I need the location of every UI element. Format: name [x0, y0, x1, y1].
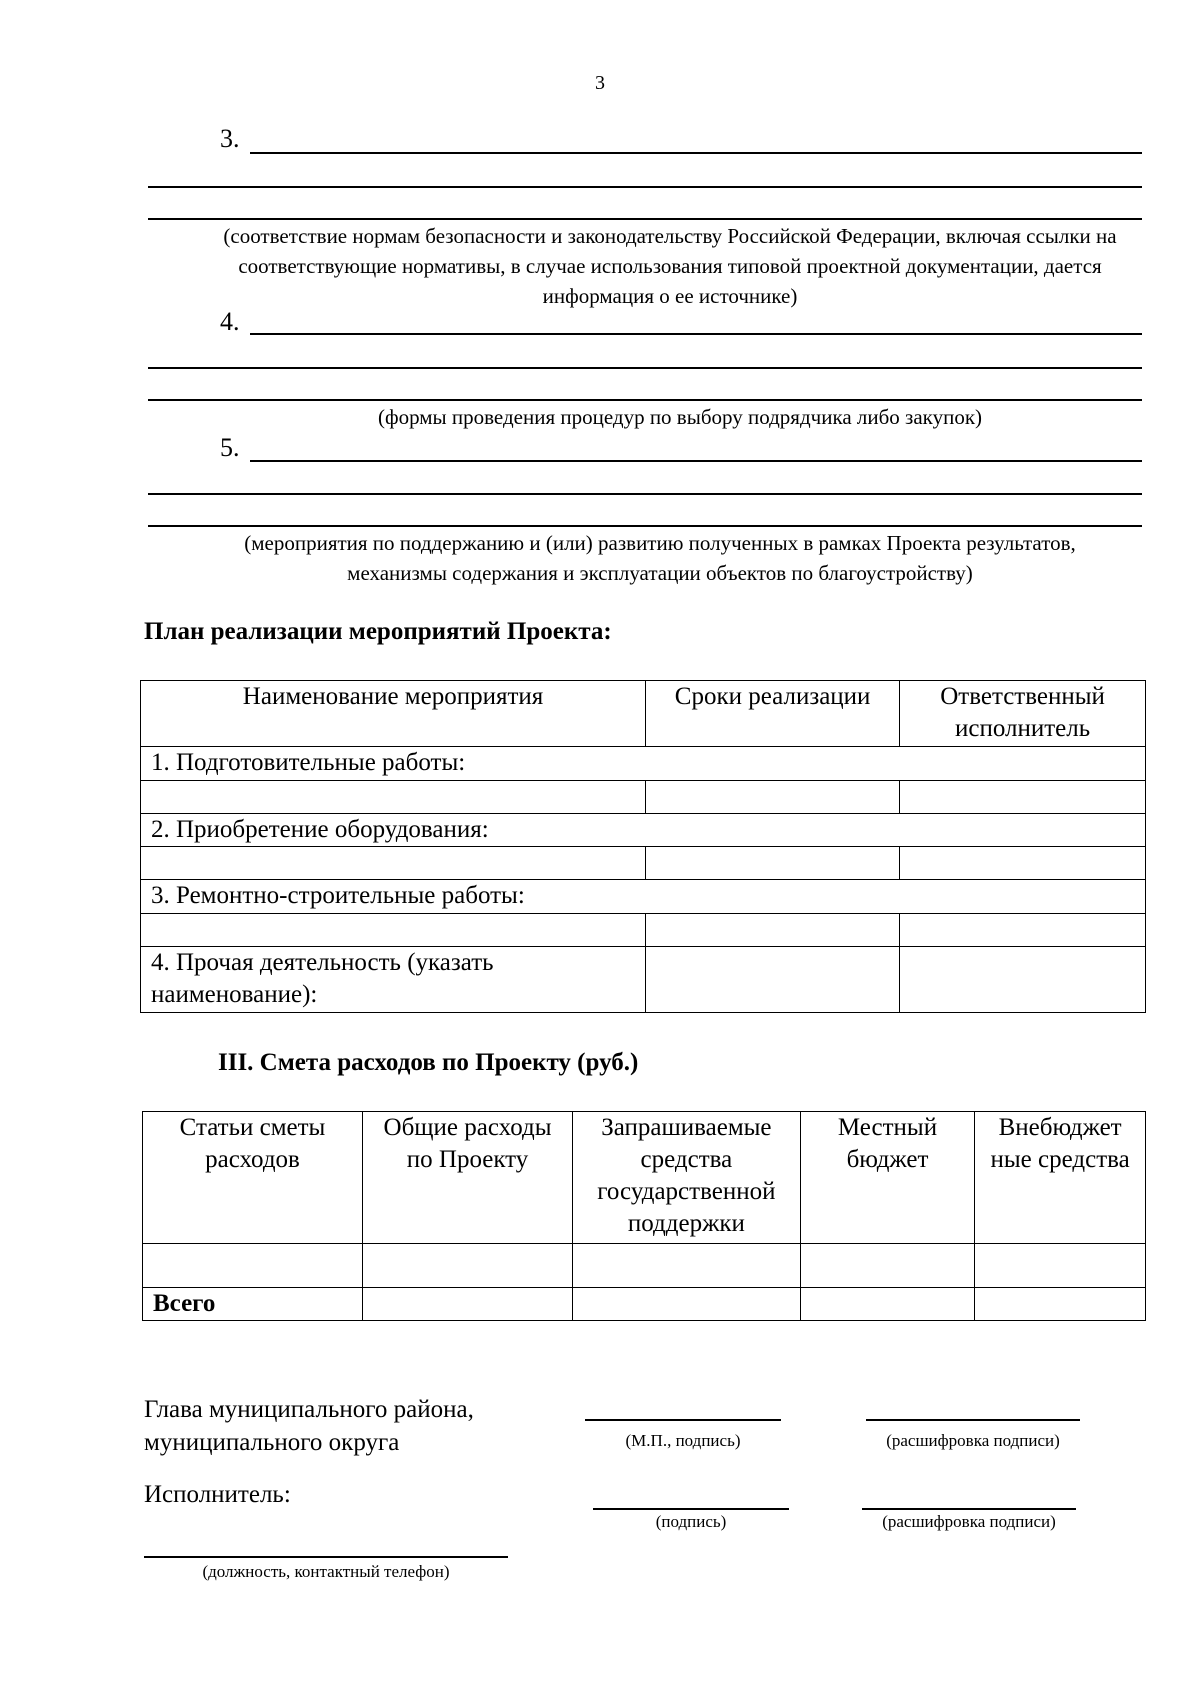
table-cell: [141, 847, 646, 880]
table-cell: [646, 847, 900, 880]
signature-caption: (М.П., подпись): [625, 1431, 741, 1450]
table-cell: [800, 1244, 974, 1288]
table-row: [141, 880, 1146, 914]
table-cell: [900, 947, 1146, 1013]
table-cell: [141, 914, 646, 947]
table-row: [141, 914, 1146, 947]
column-header: Запрашиваемые средства государственной поддержки: [573, 1112, 801, 1244]
signature-line: [593, 1508, 789, 1510]
item-number: 3.: [220, 124, 240, 153]
table-header-row: [141, 681, 1146, 747]
position-caption: (должность, контактный телефон): [202, 1562, 450, 1581]
signature-line: [866, 1419, 1080, 1421]
table-cell: [800, 1288, 974, 1321]
signature-line: [862, 1508, 1076, 1510]
item-number: 4.: [220, 307, 240, 336]
table-cell: [573, 1288, 801, 1321]
item-note: (соответствие нормам безопасности и законодательству Российской Федерации, включая ссылки на соответствующие нормативы, в случае использования типовой проектной документации, дается информация о ее источнике): [223, 224, 1117, 308]
table-cell: [975, 1288, 1146, 1321]
fill-line: [148, 399, 1142, 401]
table-cell: [363, 1288, 573, 1321]
table-row: [141, 947, 1146, 1013]
column-header: Статьи сметы расходов: [143, 1112, 363, 1244]
table-cell: [143, 1244, 363, 1288]
table-cell: [900, 847, 1146, 880]
table-cell: [646, 781, 900, 814]
fill-line: [250, 152, 1142, 154]
item-number: 5.: [220, 433, 240, 462]
fill-line: [148, 218, 1142, 220]
column-header: Наименование мероприятия: [141, 681, 646, 747]
table-row: [141, 814, 1146, 847]
section-label: 1. Подготовительные работы:: [141, 747, 1146, 781]
budget-table: [142, 1111, 1146, 1321]
fill-line: [250, 333, 1142, 335]
table-row: [143, 1244, 1146, 1288]
table-cell: [900, 781, 1146, 814]
table-row: [143, 1288, 1146, 1321]
plan-title: План реализации мероприятий Проекта:: [144, 618, 612, 645]
column-header: Внебюджет ные средства: [975, 1112, 1146, 1244]
section-label: 4. Прочая деятельность (указать наименование):: [141, 947, 646, 1013]
position-line: [144, 1556, 508, 1558]
table-cell: [363, 1244, 573, 1288]
signature-line: [585, 1419, 781, 1421]
table-row: [141, 747, 1146, 781]
fill-line: [148, 525, 1142, 527]
item-note: (формы проведения процедур по выбору подрядчика либо закупок): [377, 405, 983, 429]
signature-caption: (расшифровка подписи): [886, 1431, 1060, 1450]
plan-table: [140, 680, 1146, 1013]
column-header: Ответственный исполнитель: [900, 681, 1146, 747]
column-header: Общие расходы по Проекту: [363, 1112, 573, 1244]
table-cell: [141, 781, 646, 814]
executor-label: Исполнитель:: [144, 1481, 291, 1508]
item-note: (мероприятия по поддержанию и (или) развитию полученных в рамках Проекта результатов, механизмы содержания и эксплуатации объектов по благоустройству): [244, 531, 1076, 585]
table-row: [141, 847, 1146, 880]
column-header: Местный бюджет: [800, 1112, 974, 1244]
table-cell: [646, 947, 900, 1013]
column-header: Сроки реализации: [646, 681, 900, 747]
table-cell: [573, 1244, 801, 1288]
section-label: 3. Ремонтно-строительные работы:: [141, 880, 1146, 914]
budget-title: III. Смета расходов по Проекту (руб.): [218, 1049, 639, 1076]
table-cell: [900, 914, 1146, 947]
table-header-row: [143, 1112, 1146, 1244]
page-number: 3: [595, 72, 605, 94]
fill-line: [148, 493, 1142, 495]
fill-line: [148, 367, 1142, 369]
table-cell: [646, 914, 900, 947]
signature-caption: (подпись): [655, 1512, 727, 1531]
signature-caption: (расшифровка подписи): [882, 1512, 1056, 1531]
table-cell: [975, 1244, 1146, 1288]
section-label: 2. Приобретение оборудования:: [141, 814, 1146, 847]
table-row: [141, 781, 1146, 814]
total-label: Всего: [143, 1288, 363, 1321]
fill-line: [148, 186, 1142, 188]
head-label: Глава муниципального района, муниципального округа: [144, 1396, 474, 1456]
fill-line: [250, 460, 1142, 462]
